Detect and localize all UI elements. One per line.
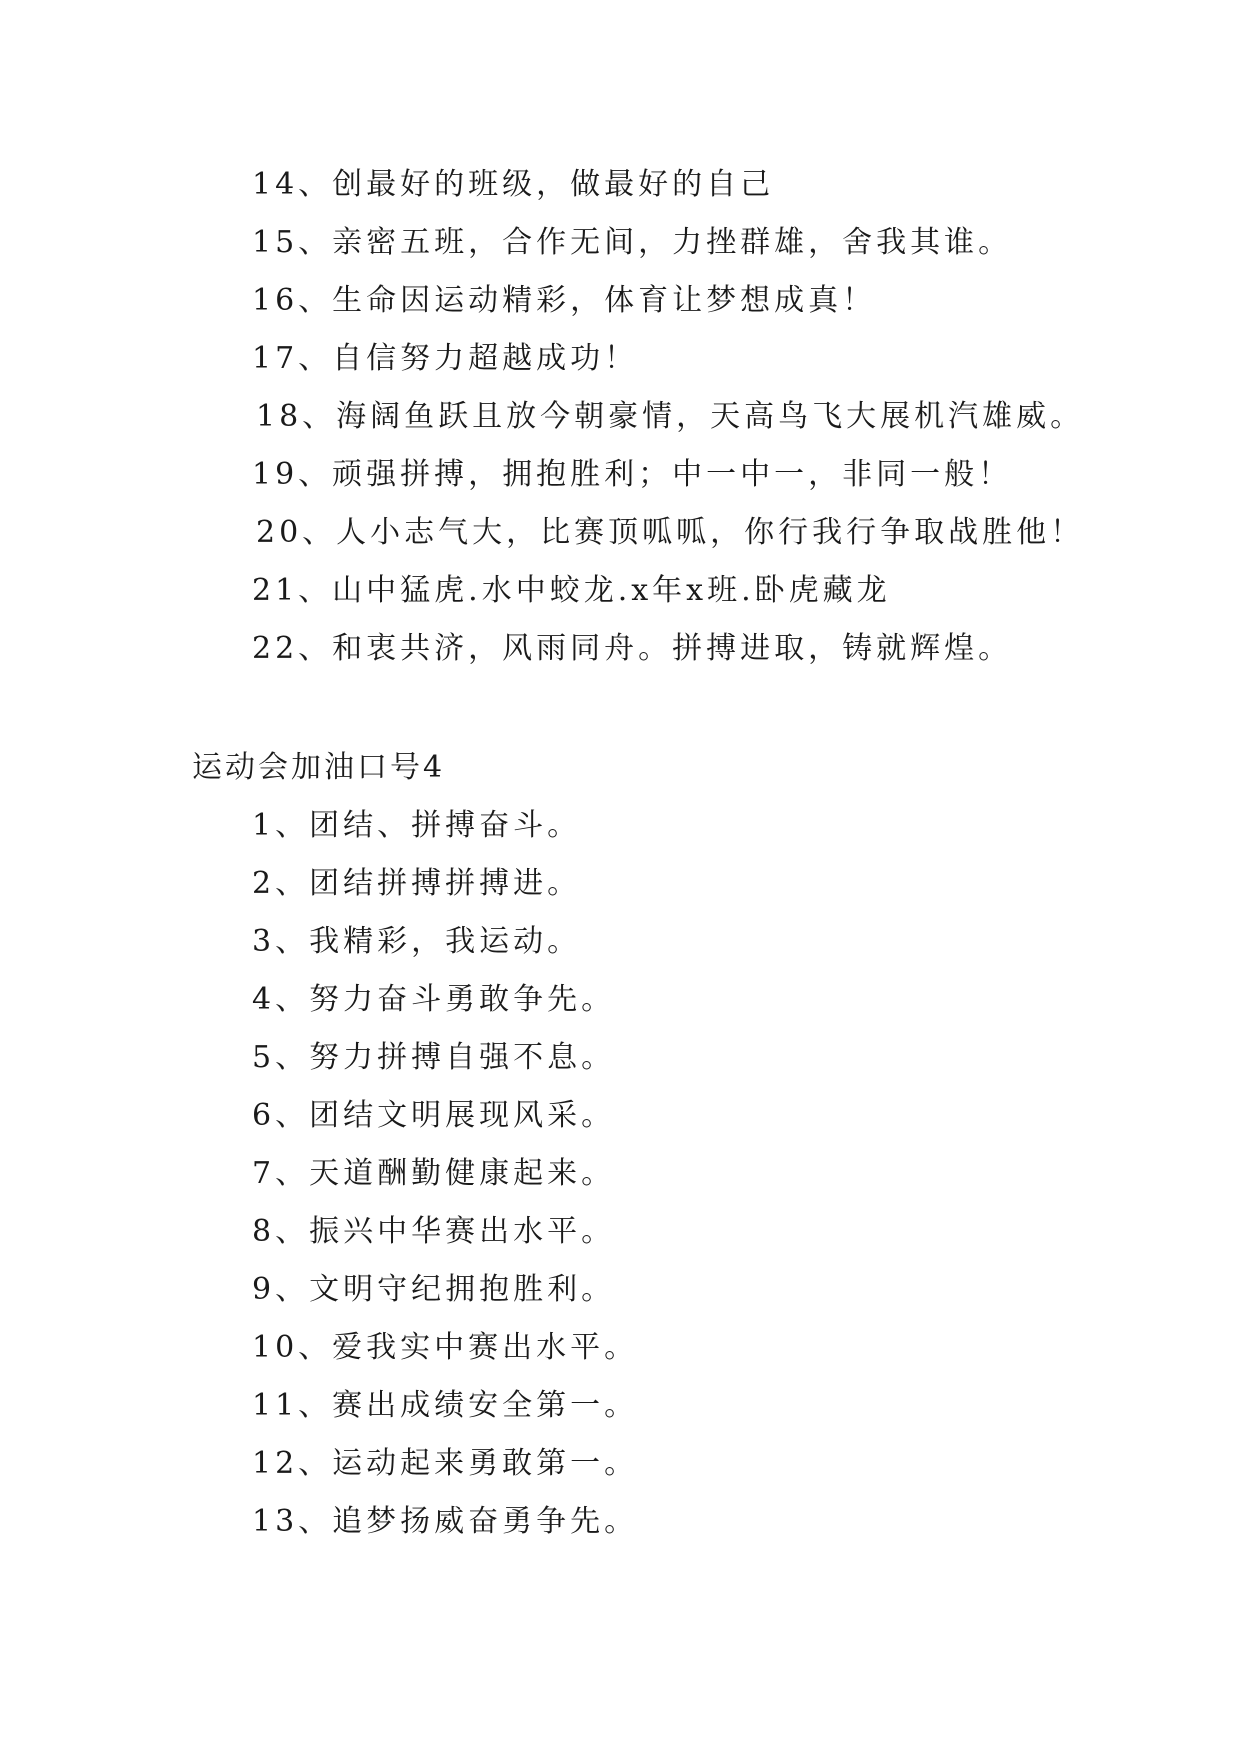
- slogan-line: 19、顽强拼搏，拥抱胜利；中一中一，非同一般！: [252, 457, 1013, 492]
- slogan-line: 11、赛出成绩安全第一。: [252, 1388, 639, 1423]
- slogan-line: 15、亲密五班，合作无间，力挫群雄，舍我其谁。: [252, 225, 1013, 260]
- slogan-line: 7、天道酬勤健康起来。: [252, 1156, 616, 1191]
- slogan-line: 16、生命因运动精彩，体育让梦想成真！: [252, 283, 877, 318]
- slogan-line: 8、振兴中华赛出水平。: [252, 1214, 616, 1249]
- slogan-line: 20、人小志气大，比赛顶呱呱，你行我行争取战胜他！: [256, 515, 1085, 550]
- slogan-line: 6、团结文明展现风采。: [252, 1098, 616, 1133]
- slogan-line: 14、创最好的班级，做最好的自己: [252, 167, 775, 202]
- slogan-line: 2、团结拼搏拼搏进。: [252, 866, 582, 901]
- slogan-line: 22、和衷共济，风雨同舟。拼搏进取，铸就辉煌。: [252, 631, 1013, 666]
- slogan-line: 1、团结、拼搏奋斗。: [252, 808, 582, 843]
- slogan-line: 9、文明守纪拥抱胜利。: [252, 1272, 616, 1307]
- section-heading: 运动会加油口号4: [192, 750, 446, 785]
- slogan-line: 13、追梦扬威奋勇争先。: [252, 1504, 639, 1539]
- slogan-line: 18、海阔鱼跃且放今朝豪情，天高鸟飞大展机汽雄威。: [256, 399, 1085, 434]
- slogan-line: 10、爱我实中赛出水平。: [252, 1330, 639, 1365]
- slogan-line: 3、我精彩，我运动。: [252, 924, 582, 959]
- slogan-line: 5、努力拼搏自强不息。: [252, 1040, 616, 1075]
- slogan-line: 17、自信努力超越成功！: [252, 341, 639, 376]
- slogan-line: 21、山中猛虎.水中蛟龙.x年x班.卧虎藏龙: [252, 573, 891, 608]
- slogan-line: 4、努力奋斗勇敢争先。: [252, 982, 616, 1017]
- slogan-line: 12、运动起来勇敢第一。: [252, 1446, 639, 1481]
